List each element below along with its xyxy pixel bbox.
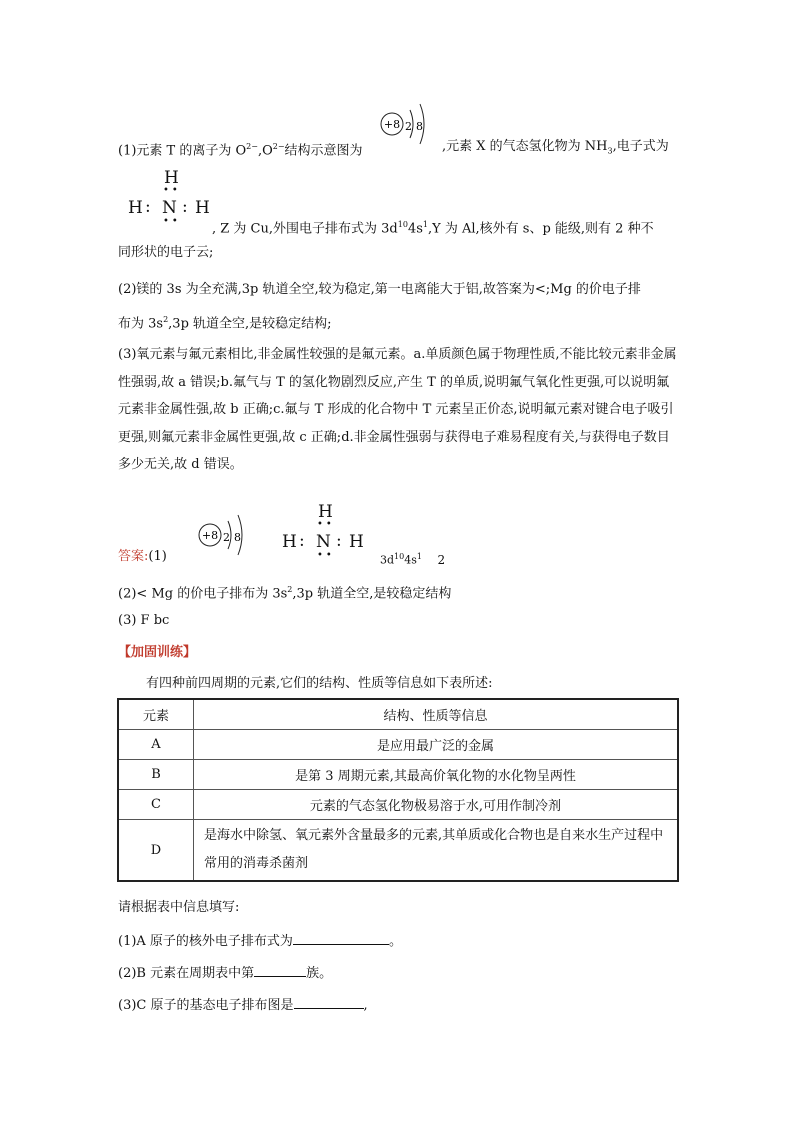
element-info-table: [117, 698, 679, 882]
p1-structure-label: 结构示意图为: [284, 143, 363, 159]
d-sup: 10: [397, 220, 408, 229]
ans-dots-top: ••: [317, 519, 335, 530]
h-right: H: [195, 198, 210, 218]
q2-text: (2)B 元素在周期表中第: [118, 966, 255, 981]
p2-line2-b: ,3p 轨道全空,是较稳定结构;: [168, 316, 332, 332]
answer-oxygen-diagram: [196, 513, 260, 563]
para-3: (3)氧元素与氟元素相比,非金属性较强的是氟元素。a.单质颜色属于物理性质,不能比较元素非金属性强弱,故 a 错误;b.氟气与 T 的氢化物剧烈反应,产生 T 的单质,说明氟气氧化性更强,可以说明氟元素非金属性强,故 b 正确;c.氟与 T 形成的化合物中 T 元素呈正价态,说明氟元素对键合电子吸引更强,则氟元素非金属性更强,故 c 正确;d.非金属性强弱与获得电子难易程度有关,与获得电子数目多少无关,故 d 错误。: [118, 347, 677, 472]
p1b-a: , Z 为 Cu,外围电子排布式为 3d: [212, 221, 398, 237]
q3-answer-blank[interactable]: [294, 994, 364, 1009]
answer-shell-1: 2: [223, 531, 230, 544]
q2-end: 族。: [306, 966, 333, 981]
ans-h-left: H: [282, 532, 297, 552]
answer-line-2: [118, 580, 451, 604]
h-left: H: [128, 198, 143, 218]
answer-part3: (3) F bc: [118, 613, 170, 628]
p1b-b: 4s: [407, 221, 423, 237]
colon-right: :: [182, 197, 188, 217]
table-cell: C: [118, 790, 194, 820]
para-1b-line-2: [118, 243, 213, 263]
answer-config-sup1: 10: [394, 552, 405, 561]
s-sup: 1: [422, 220, 428, 229]
table-cell: 是应用最广泛的金属: [194, 730, 679, 760]
answer-part2-b: ,3p 轨道全空,是较稳定结构: [292, 586, 452, 602]
table-header-row: [118, 699, 678, 730]
table-row: [118, 790, 678, 820]
ans-dots-bottom: ••: [317, 550, 335, 561]
answer-part1-num: (1): [148, 549, 167, 564]
question-2: [118, 962, 332, 984]
table-cell: B: [118, 760, 194, 790]
nucleus-charge: +8: [383, 118, 401, 131]
q1-end: 。: [388, 934, 402, 949]
colon-left: :: [145, 197, 151, 217]
ans-n-atom: N: [316, 532, 331, 552]
answer-part2-sup: 2: [287, 585, 293, 594]
answer-config-b: 4s: [404, 553, 417, 567]
dots-top: ••: [163, 185, 181, 196]
q2-answer-blank[interactable]: [254, 962, 306, 977]
p1b-line2: 同形状的电子云;: [118, 245, 214, 260]
table-row: [118, 760, 678, 790]
shell-1-count: 2: [405, 120, 412, 133]
answer-config: [380, 547, 445, 571]
table-cell: 是第 3 周期元素,其最高价氧化物的水化物呈两性: [194, 760, 679, 790]
p2-line1: (2)镁的 3s 为全充满,3p 轨道全空,较为稳定,第一电离能大于铝,故答案为<;Mg 的价电子排: [118, 282, 641, 297]
q3-end: ,: [363, 998, 368, 1013]
question-1: [118, 930, 402, 952]
p1-mid: ,O: [257, 143, 273, 159]
p1b-c: ,Y 为 Al,核外有 s、p 能级,则有 2 种不: [427, 221, 654, 237]
para-2-line-1: [118, 280, 641, 300]
p2-sup: 2: [163, 315, 169, 324]
para-1-line-1: [118, 137, 363, 161]
table-cell: D: [118, 820, 194, 882]
dots-bottom: ••: [163, 216, 181, 227]
answer-shell-2: 8: [234, 531, 241, 544]
answer-part2-a: (2)< Mg 的价电子排布为 3s: [118, 586, 288, 602]
questions-lead: 请根据表中信息填写:: [118, 900, 240, 915]
question-3: [118, 994, 368, 1016]
p1-tail: ,电子式为: [612, 139, 669, 154]
h-top: H: [164, 168, 179, 188]
table-cell: A: [118, 730, 194, 760]
table-header: 元素: [118, 699, 194, 730]
answer-label: 答案:: [118, 549, 149, 564]
answer-nh3-lewis: [282, 502, 377, 562]
nh3-lewis-structure: [128, 168, 223, 228]
answer-line-1: [118, 547, 167, 567]
answer-nucleus-charge: +8: [201, 529, 219, 542]
q1-text: (1)A 原子的核外电子排布式为: [118, 934, 293, 949]
table-cell: 元素的气态氢化物极易溶于水,可用作制冷剂: [194, 790, 679, 820]
section-title: 【加固训练】: [118, 645, 197, 660]
answer-line-3: [118, 611, 169, 631]
n-atom: N: [162, 198, 177, 218]
p1-after-diagram: ,元素 X 的气态氢化物为 NH: [442, 139, 608, 154]
shell-2-count: 8: [416, 120, 423, 133]
oxygen-ion-diagram: [378, 102, 442, 154]
ans-colon-left: :: [299, 531, 305, 551]
p2-line2-a: 布为 3s: [118, 316, 164, 332]
ans-colon-right: :: [336, 531, 342, 551]
nh3-subscript: 3: [607, 146, 613, 156]
ion-charge: 2−: [246, 142, 258, 151]
q1-answer-blank[interactable]: [293, 930, 389, 945]
intro-text: 有四种前四周期的元素,它们的结构、性质等信息如下表所述:: [146, 676, 493, 691]
table-row: [118, 820, 678, 882]
answer-count: 2: [437, 552, 446, 567]
ion-charge-2: 2−: [272, 142, 285, 151]
table-header: 结构、性质等信息: [194, 699, 679, 730]
ans-h-top: H: [318, 502, 333, 522]
ans-h-right: H: [349, 532, 364, 552]
answer-config-a: 3d: [380, 553, 395, 567]
table-cell: 是海水中除氢、氧元素外含量最多的元素,其单质或化合物也是自来水生产过程中常用的消毒杀菌剂: [194, 820, 679, 882]
para-1-line-1-tail: [442, 137, 669, 162]
table-row: [118, 730, 678, 760]
p1-prefix: (1)元素 T 的离子为 O: [118, 143, 247, 159]
para-1b-line-1: [212, 215, 654, 239]
q3-text: (3)C 原子的基态电子排布图是: [118, 998, 294, 1013]
para-2-line-2: [118, 310, 332, 334]
answer-config-sup2: 1: [416, 552, 422, 561]
